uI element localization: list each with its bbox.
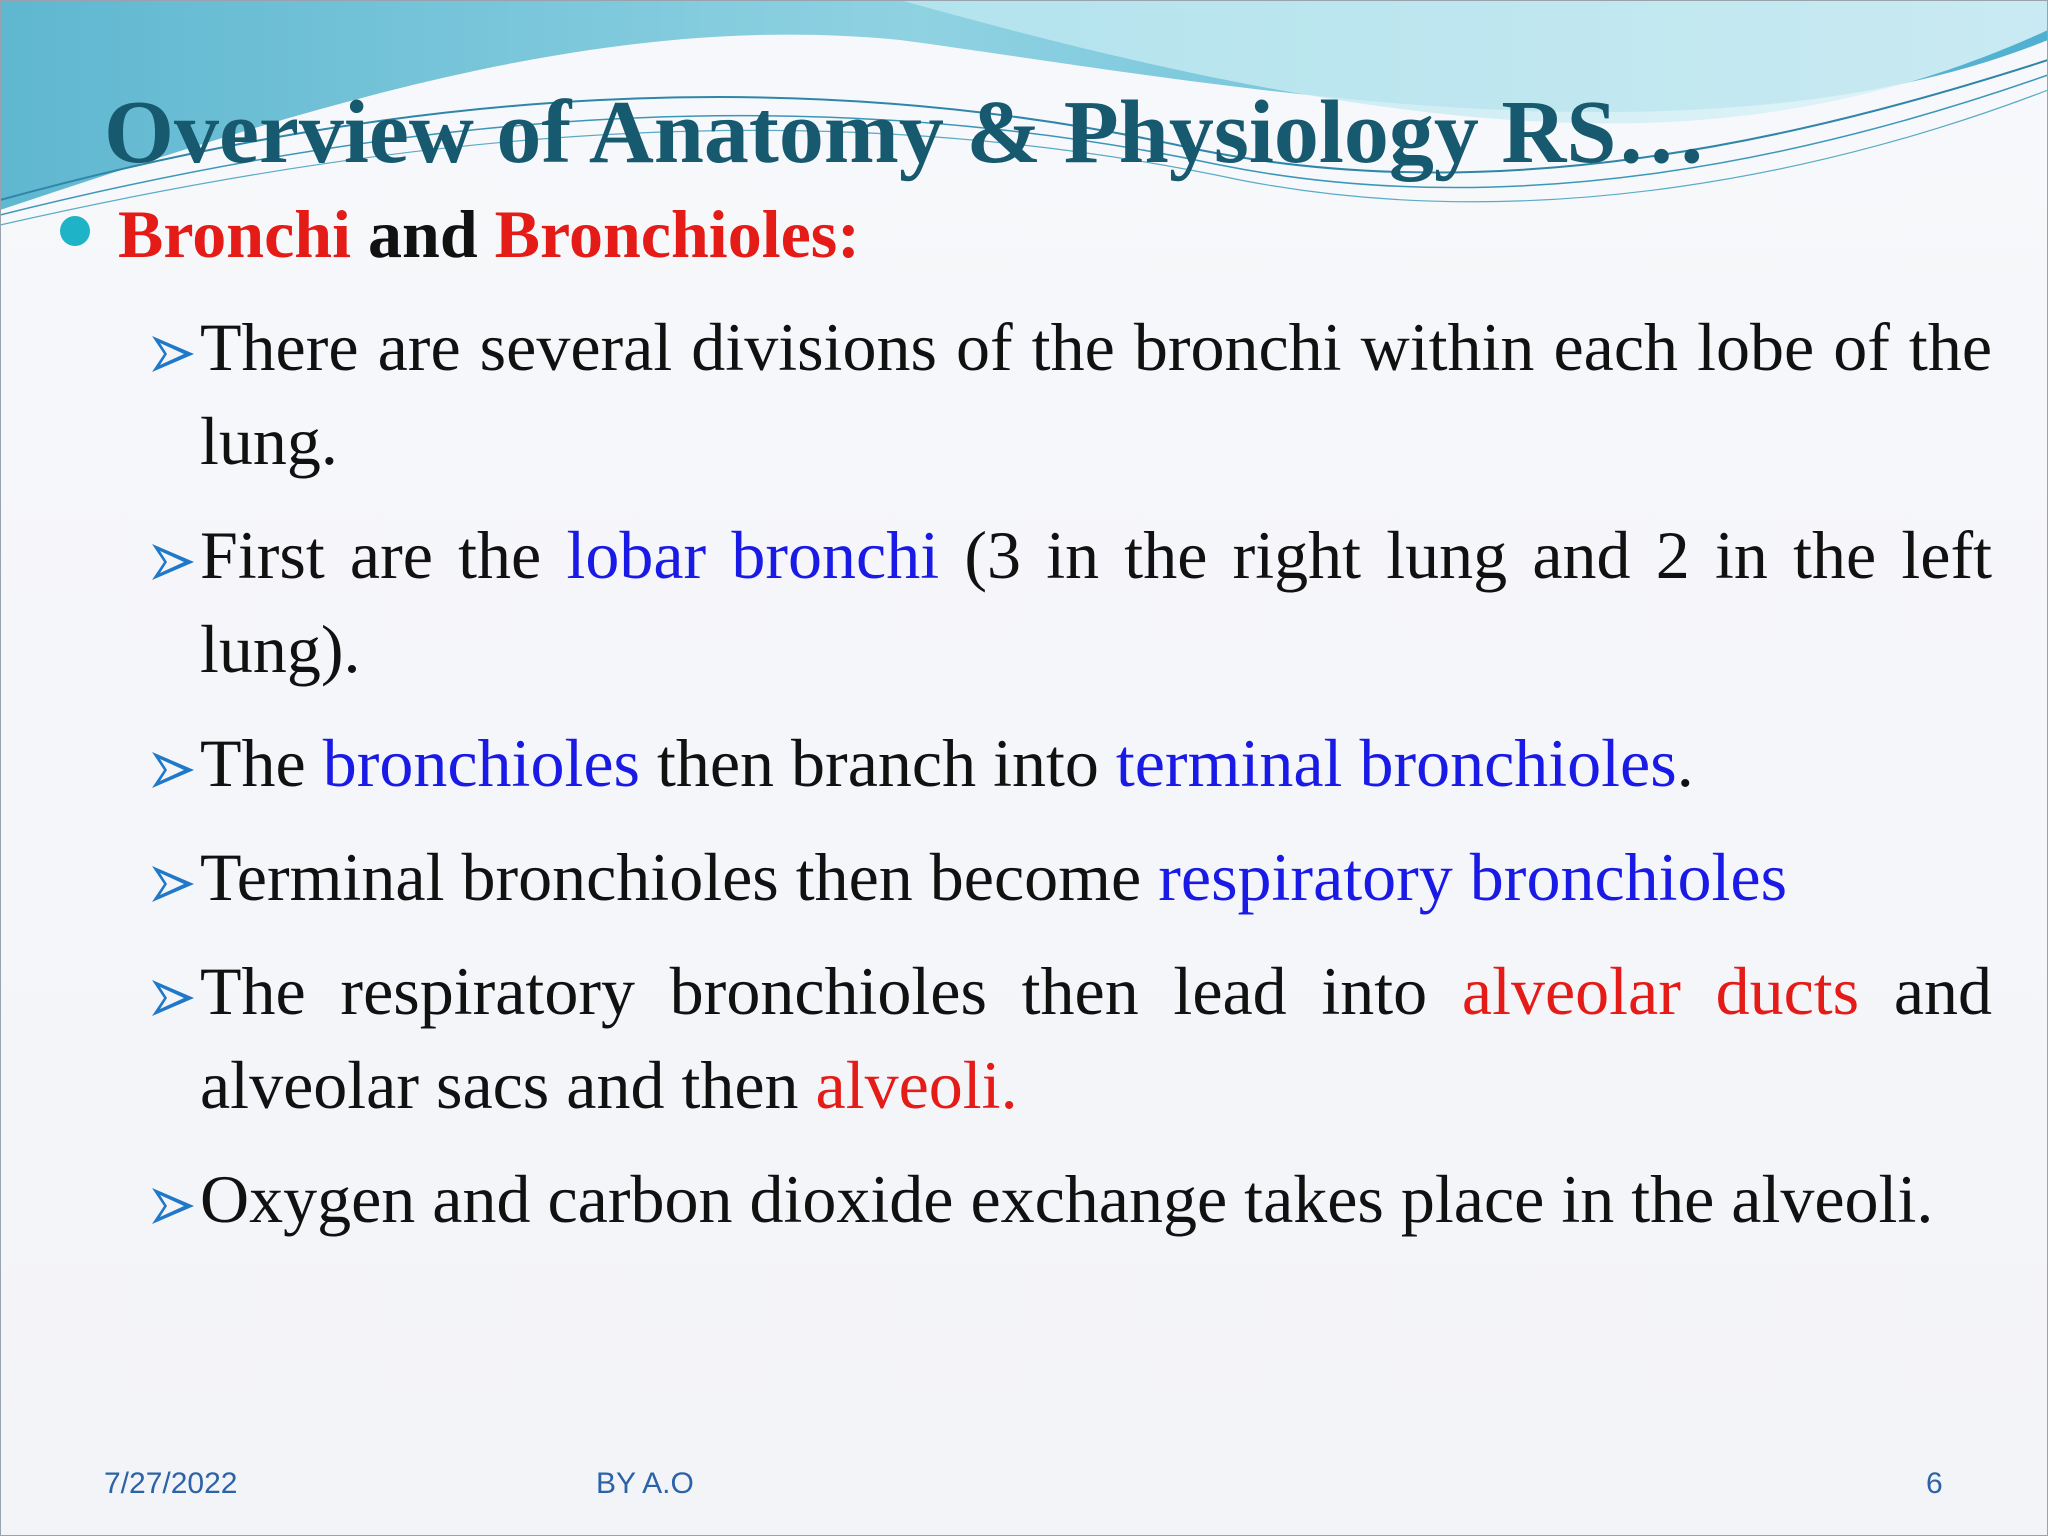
list-item (150, 508, 1992, 696)
list-item (150, 1152, 1992, 1246)
item-text-segment: lobar bronchi (566, 517, 940, 593)
bullet-list (150, 300, 1992, 1266)
circle-bullet-icon (60, 216, 90, 246)
item-text-segment: then branch into (639, 725, 1116, 801)
arrow-bullet-icon (150, 750, 196, 790)
list-item (150, 716, 1992, 810)
footer-author: BY A.O (596, 1467, 694, 1500)
arrow-bullet-icon (150, 542, 196, 582)
slide-title: Overview of Anatomy & Physiology RS… (104, 83, 1707, 182)
item-text-segment: and alveolar sacs and then (200, 953, 1992, 1123)
item-text-segment: alveoli. (815, 1047, 1018, 1123)
arrow-bullet-icon (150, 864, 196, 904)
item-text-segment: Terminal bronchioles then become (200, 839, 1159, 915)
list-item (150, 300, 1992, 488)
item-text-segment: bronchioles (322, 725, 640, 801)
arrow-bullet-icon (150, 978, 196, 1018)
item-text-segment: First are the (200, 517, 567, 593)
footer-page-number: 6 (1926, 1467, 1943, 1500)
heading-and: and (351, 196, 495, 272)
item-text-segment: . (1676, 725, 1694, 801)
heading-bronchi: Bronchi (118, 196, 352, 272)
item-text-segment: (3 in the right lung and 2 in the left lung). (200, 517, 1992, 687)
item-text-segment: respiratory bronchioles (1158, 839, 1788, 915)
item-text-segment: The (200, 725, 323, 801)
footer-date: 7/27/2022 (104, 1467, 238, 1500)
item-text-segment: The respiratory bronchioles then lead into (200, 953, 1462, 1029)
item-text-segment: There are several divisions of the bronchi within each lobe of the lung. (200, 309, 1992, 479)
heading-bronchioles: Bronchioles: (494, 196, 860, 272)
item-text-segment: terminal bronchioles (1115, 725, 1677, 801)
section-heading (60, 192, 860, 276)
list-item (150, 830, 1992, 924)
arrow-bullet-icon (150, 1186, 196, 1226)
item-text-segment: Oxygen and carbon dioxide exchange takes place in the alveoli. (200, 1161, 1934, 1237)
list-item (150, 944, 1992, 1132)
item-text-segment: alveolar ducts (1461, 953, 1860, 1029)
arrow-bullet-icon (150, 334, 196, 374)
